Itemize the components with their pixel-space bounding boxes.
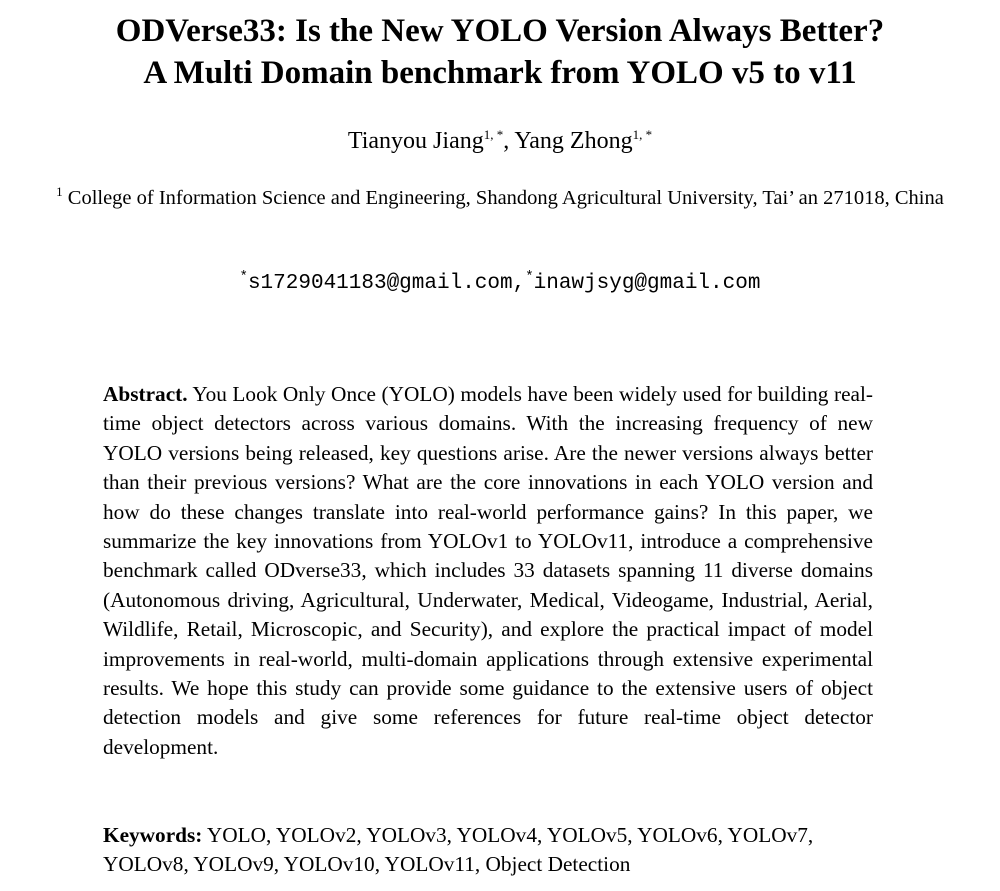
keywords-label: Keywords: <box>103 823 203 847</box>
affiliation-text: College of Information Science and Engineering, Shandong Agricultural University, Tai’ an 271018, China <box>62 187 944 209</box>
author-name: Yang Zhong <box>514 128 633 154</box>
paper-title-line-2: A Multi Domain benchmark from YOLO v5 to v11 <box>143 55 857 91</box>
email-mark: * <box>239 269 248 285</box>
author-name: Tianyou Jiang <box>347 128 484 154</box>
email-address: s1729041183@gmail.com, <box>247 272 526 295</box>
paper-title <box>0 10 1000 94</box>
email-address: inawjsyg@gmail.com <box>533 272 761 295</box>
abstract <box>103 380 873 762</box>
abstract-label: Abstract. <box>103 382 188 406</box>
paper-title-line-1: ODVerse33: Is the New YOLO Version Always Better? <box>115 13 885 49</box>
author-list <box>0 124 1000 158</box>
affiliation <box>30 184 970 213</box>
email-line <box>0 268 1000 300</box>
email-mark: * <box>525 269 534 285</box>
abstract-text: You Look Only Once (YOLO) models have been widely used for building real-time object detectors across various domains. With the increasing frequency of new YOLO versions being released, key questions arise. Are the newer versions always better than their previous versions? What are the core innovations in each YOLO version and how do these changes translate into real-world performance gains? In this paper, we summarize the key innovations from YOLOv1 to YOLOv11, introduce a comprehensive benchmark called ODverse33, which includes 33 datasets spanning 11 diverse domains (Autonomous driving, Agricultural, Underwater, Medical, Videogame, Industrial, Aerial, Wildlife, Retail, Microscopic, and Security), and explore the practical impact of model improvements in real-world, multi-domain applications through extensive experimental results. We hope this study can provide some guidance to the extensive users of object detection models and give some references for future real-time object detector development. <box>103 382 873 759</box>
author-affiliation-mark: 1, * <box>632 127 653 142</box>
keywords-text: YOLO, YOLOv2, YOLOv3, YOLOv4, YOLOv5, YOLOv6, YOLOv7, YOLOv8, YOLOv9, YOLOv10, YOLOv11, Object Detection <box>103 823 814 877</box>
keywords <box>103 821 873 880</box>
author-separator: , <box>503 128 515 154</box>
affiliation-mark: 1 <box>56 184 63 200</box>
author-affiliation-mark: 1, * <box>483 127 504 142</box>
